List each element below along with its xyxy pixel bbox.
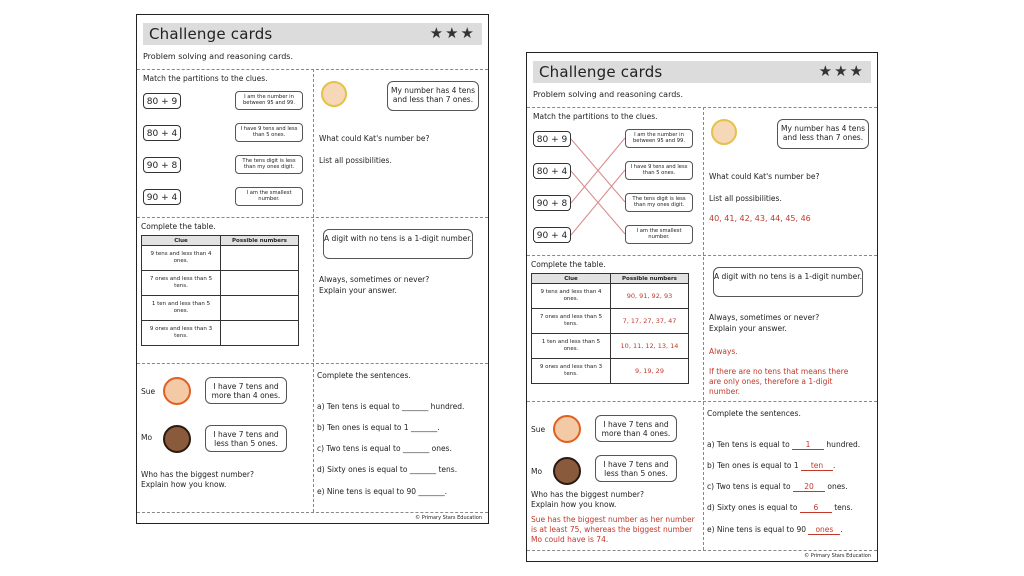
partition-box[interactable]: 80 + 9 xyxy=(143,93,181,109)
sentence-text: ones. xyxy=(824,482,848,491)
table-row xyxy=(532,309,689,334)
clue-box[interactable]: I am the smallest number. xyxy=(625,225,693,244)
divider xyxy=(527,107,877,108)
clue-box[interactable]: I am the number in between 95 and 99. xyxy=(625,129,693,148)
difficulty-stars: ★★★ xyxy=(429,24,476,42)
match-section xyxy=(533,111,701,251)
mo-avatar xyxy=(553,457,581,485)
instruction-text: Explain how you know. xyxy=(141,480,227,489)
table-cell: 9 tens and less than 4 ones. xyxy=(142,246,221,271)
answer-blank[interactable]: 1 xyxy=(792,440,824,450)
answer-blank[interactable]: _______ xyxy=(402,444,430,453)
sentence-text: . xyxy=(444,487,448,496)
table-heading: Complete the table. xyxy=(531,260,606,269)
answer-cell[interactable] xyxy=(221,271,299,296)
sentence-text: tens. xyxy=(436,465,458,474)
sentence-text: a) Ten tens is equal to xyxy=(707,440,793,449)
answer-text: Sue has the biggest number as her number is at least 75, whereas the biggest number Mo could have is 74. xyxy=(531,515,695,544)
digit-section xyxy=(707,259,875,399)
table-cell: 1 ten and less than 5 ones. xyxy=(532,334,611,359)
sentence-item xyxy=(317,465,457,474)
answer-blank[interactable]: _______ xyxy=(402,402,429,411)
statement-bubble: A digit with no tens is a 1-digit number. xyxy=(713,267,863,297)
sentences-heading: Complete the sentences. xyxy=(707,409,801,418)
sentences-section xyxy=(707,405,875,547)
sentence-item xyxy=(317,487,447,496)
answer-text: 40, 41, 42, 43, 44, 45, 46 xyxy=(709,214,811,223)
clue-table xyxy=(141,235,299,346)
answer-blank[interactable]: _______ xyxy=(411,423,438,432)
sentence-text: . xyxy=(840,525,843,534)
page-title: Challenge cards xyxy=(539,63,663,81)
answer-cell[interactable]: 10, 11, 12, 13, 14 xyxy=(611,334,689,359)
answer-reason: If there are no tens that means there are only ones, therefore a 1-digit number. xyxy=(709,367,849,396)
table-row xyxy=(142,321,299,346)
speech-bubble: My number has 4 tens and less than 7 ones. xyxy=(387,81,479,111)
answer-blank[interactable]: _______ xyxy=(418,487,445,496)
table-row xyxy=(142,271,299,296)
table-cell: 7 ones and less than 5 tens. xyxy=(142,271,221,296)
partition-box[interactable]: 90 + 8 xyxy=(143,157,181,173)
divider xyxy=(703,107,704,550)
sentence-item xyxy=(317,444,452,453)
sue-avatar xyxy=(163,377,191,405)
sentence-item xyxy=(707,461,835,471)
statement-bubble: A digit with no tens is a 1-digit number. xyxy=(323,229,473,259)
clue-table xyxy=(531,273,689,384)
sentence-text: ones. xyxy=(429,444,452,453)
table-row xyxy=(142,246,299,271)
name-label: Mo xyxy=(531,467,543,476)
sentence-item xyxy=(317,402,464,411)
name-label: Mo xyxy=(141,433,153,442)
divider xyxy=(527,550,877,551)
sentence-text: d) Sixty ones is equal to xyxy=(707,503,800,512)
worksheet-answers xyxy=(526,52,878,562)
instruction-text: Explain your answer. xyxy=(709,324,787,333)
divider xyxy=(527,255,877,256)
answer-cell[interactable]: 90, 91, 92, 93 xyxy=(611,284,689,309)
speech-bubble: I have 7 tens and more than 4 ones. xyxy=(205,377,287,404)
sentence-text: c) Two tens is equal to xyxy=(707,482,793,491)
speech-bubble: I have 7 tens and more than 4 ones. xyxy=(595,415,677,442)
sentence-text: tens. xyxy=(831,503,853,512)
sentence-text: hundred. xyxy=(824,440,861,449)
answer-cell[interactable] xyxy=(221,296,299,321)
sentence-text: b) Ten ones is equal to 1 xyxy=(317,423,412,432)
divider xyxy=(527,401,877,402)
divider xyxy=(137,512,488,513)
table-cell: 9 ones and less than 3 tens. xyxy=(532,359,611,384)
table-heading: Complete the table. xyxy=(141,222,216,231)
column-header: Possible numbers xyxy=(611,274,689,284)
sentence-text: e) Nine tens is equal to 90 xyxy=(317,487,419,496)
answer-cell[interactable]: 9, 19, 29 xyxy=(611,359,689,384)
clue-box[interactable]: I am the smallest number. xyxy=(235,187,303,206)
subtitle: Problem solving and reasoning cards. xyxy=(533,90,683,99)
copyright-footer: © Primary Stars Education xyxy=(804,553,871,559)
kat-avatar xyxy=(711,119,737,145)
partition-box[interactable]: 90 + 4 xyxy=(533,227,571,243)
worksheet-blank xyxy=(136,14,489,524)
answer-blank[interactable]: 20 xyxy=(793,482,825,492)
question-text: Who has the biggest number? xyxy=(531,490,644,499)
match-heading: Match the partitions to the clues. xyxy=(533,112,658,121)
kat-avatar xyxy=(321,81,347,107)
answer-blank[interactable]: 6 xyxy=(800,503,832,513)
clue-box[interactable]: I have 9 tens and less than 5 ones. xyxy=(235,123,303,142)
header-bar xyxy=(533,61,871,83)
compare-section xyxy=(531,405,701,547)
answer-blank[interactable]: ones xyxy=(808,525,840,535)
compare-section xyxy=(141,367,311,509)
divider xyxy=(313,69,314,512)
sentences-section xyxy=(317,367,485,509)
speech-bubble: I have 7 tens and less than 5 ones. xyxy=(595,455,677,482)
table-row xyxy=(142,296,299,321)
name-label: Sue xyxy=(531,425,546,434)
speech-bubble: My number has 4 tens and less than 7 ones. xyxy=(777,119,869,149)
match-section xyxy=(143,73,311,213)
partition-box[interactable]: 80 + 4 xyxy=(143,125,181,141)
sentence-item xyxy=(707,503,853,513)
answer-cell[interactable]: 7, 17, 27, 37, 47 xyxy=(611,309,689,334)
clue-box[interactable]: The tens digit is less than my ones digit. xyxy=(625,193,693,212)
speech-bubble: I have 7 tens and less than 5 ones. xyxy=(205,425,287,452)
table-row xyxy=(532,334,689,359)
sentence-text: . xyxy=(437,423,440,432)
answer-blank[interactable]: ten xyxy=(801,461,833,471)
sentence-item xyxy=(707,440,860,450)
match-heading: Match the partitions to the clues. xyxy=(143,74,268,83)
clue-box[interactable]: The tens digit is less than my ones digit. xyxy=(235,155,303,174)
sentence-item xyxy=(707,482,848,492)
sue-avatar xyxy=(553,415,581,443)
table-section xyxy=(141,221,311,361)
column-header: Possible numbers xyxy=(221,236,299,246)
table-cell: 1 ten and less than 5 ones. xyxy=(142,296,221,321)
subtitle: Problem solving and reasoning cards. xyxy=(143,52,293,61)
difficulty-stars: ★★★ xyxy=(818,62,865,80)
instruction-text: List all possibilities. xyxy=(319,156,392,165)
clue-box[interactable]: I have 9 tens and less than 5 ones. xyxy=(625,161,693,180)
question-text: What could Kat's number be? xyxy=(319,134,430,143)
digit-section xyxy=(317,221,485,361)
sentence-text: hundred. xyxy=(428,402,465,411)
partition-box[interactable]: 90 + 4 xyxy=(143,189,181,205)
sentence-item xyxy=(317,423,440,432)
copyright-footer: © Primary Stars Education xyxy=(415,515,482,521)
answer-blank[interactable]: _______ xyxy=(409,465,437,474)
table-section xyxy=(531,259,701,399)
question-text: Who has the biggest number? xyxy=(141,470,254,479)
sentence-text: e) Nine tens is equal to 90 xyxy=(707,525,809,534)
question-text: Always, sometimes or never? xyxy=(319,275,430,284)
partition-box[interactable]: 80 + 4 xyxy=(533,163,571,179)
partition-box[interactable]: 90 + 8 xyxy=(533,195,571,211)
kat-section xyxy=(707,111,875,251)
table-cell: 7 ones and less than 5 tens. xyxy=(532,309,611,334)
question-text: Always, sometimes or never? xyxy=(709,313,820,322)
header-bar xyxy=(143,23,482,45)
mo-avatar xyxy=(163,425,191,453)
sentence-text: b) Ten ones is equal to 1 xyxy=(707,461,802,470)
instruction-text: Explain how you know. xyxy=(531,500,617,509)
partition-box[interactable]: 80 + 9 xyxy=(533,131,571,147)
name-label: Sue xyxy=(141,387,156,396)
sentence-text: a) Ten tens is equal to xyxy=(317,402,403,411)
table-row xyxy=(532,359,689,384)
kat-section xyxy=(317,73,485,213)
table-cell: 9 ones and less than 3 tens. xyxy=(142,321,221,346)
instruction-text: List all possibilities. xyxy=(709,194,782,203)
answer-cell[interactable] xyxy=(221,321,299,346)
column-header: Clue xyxy=(532,274,611,284)
answer-cell[interactable] xyxy=(221,246,299,271)
page-title: Challenge cards xyxy=(149,25,273,43)
answer-text: Always. xyxy=(709,347,738,356)
clue-box[interactable]: I am the number in between 95 and 99. xyxy=(235,91,303,110)
sentence-text: c) Two tens is equal to xyxy=(317,444,403,453)
sentence-item xyxy=(707,525,843,535)
instruction-text: Explain your answer. xyxy=(319,286,397,295)
sentences-heading: Complete the sentences. xyxy=(317,371,411,380)
table-row xyxy=(532,284,689,309)
question-text: What could Kat's number be? xyxy=(709,172,820,181)
sentence-text: d) Sixty ones is equal to xyxy=(317,465,410,474)
sentence-text: . xyxy=(833,461,836,470)
table-cell: 9 tens and less than 4 ones. xyxy=(532,284,611,309)
column-header: Clue xyxy=(142,236,221,246)
